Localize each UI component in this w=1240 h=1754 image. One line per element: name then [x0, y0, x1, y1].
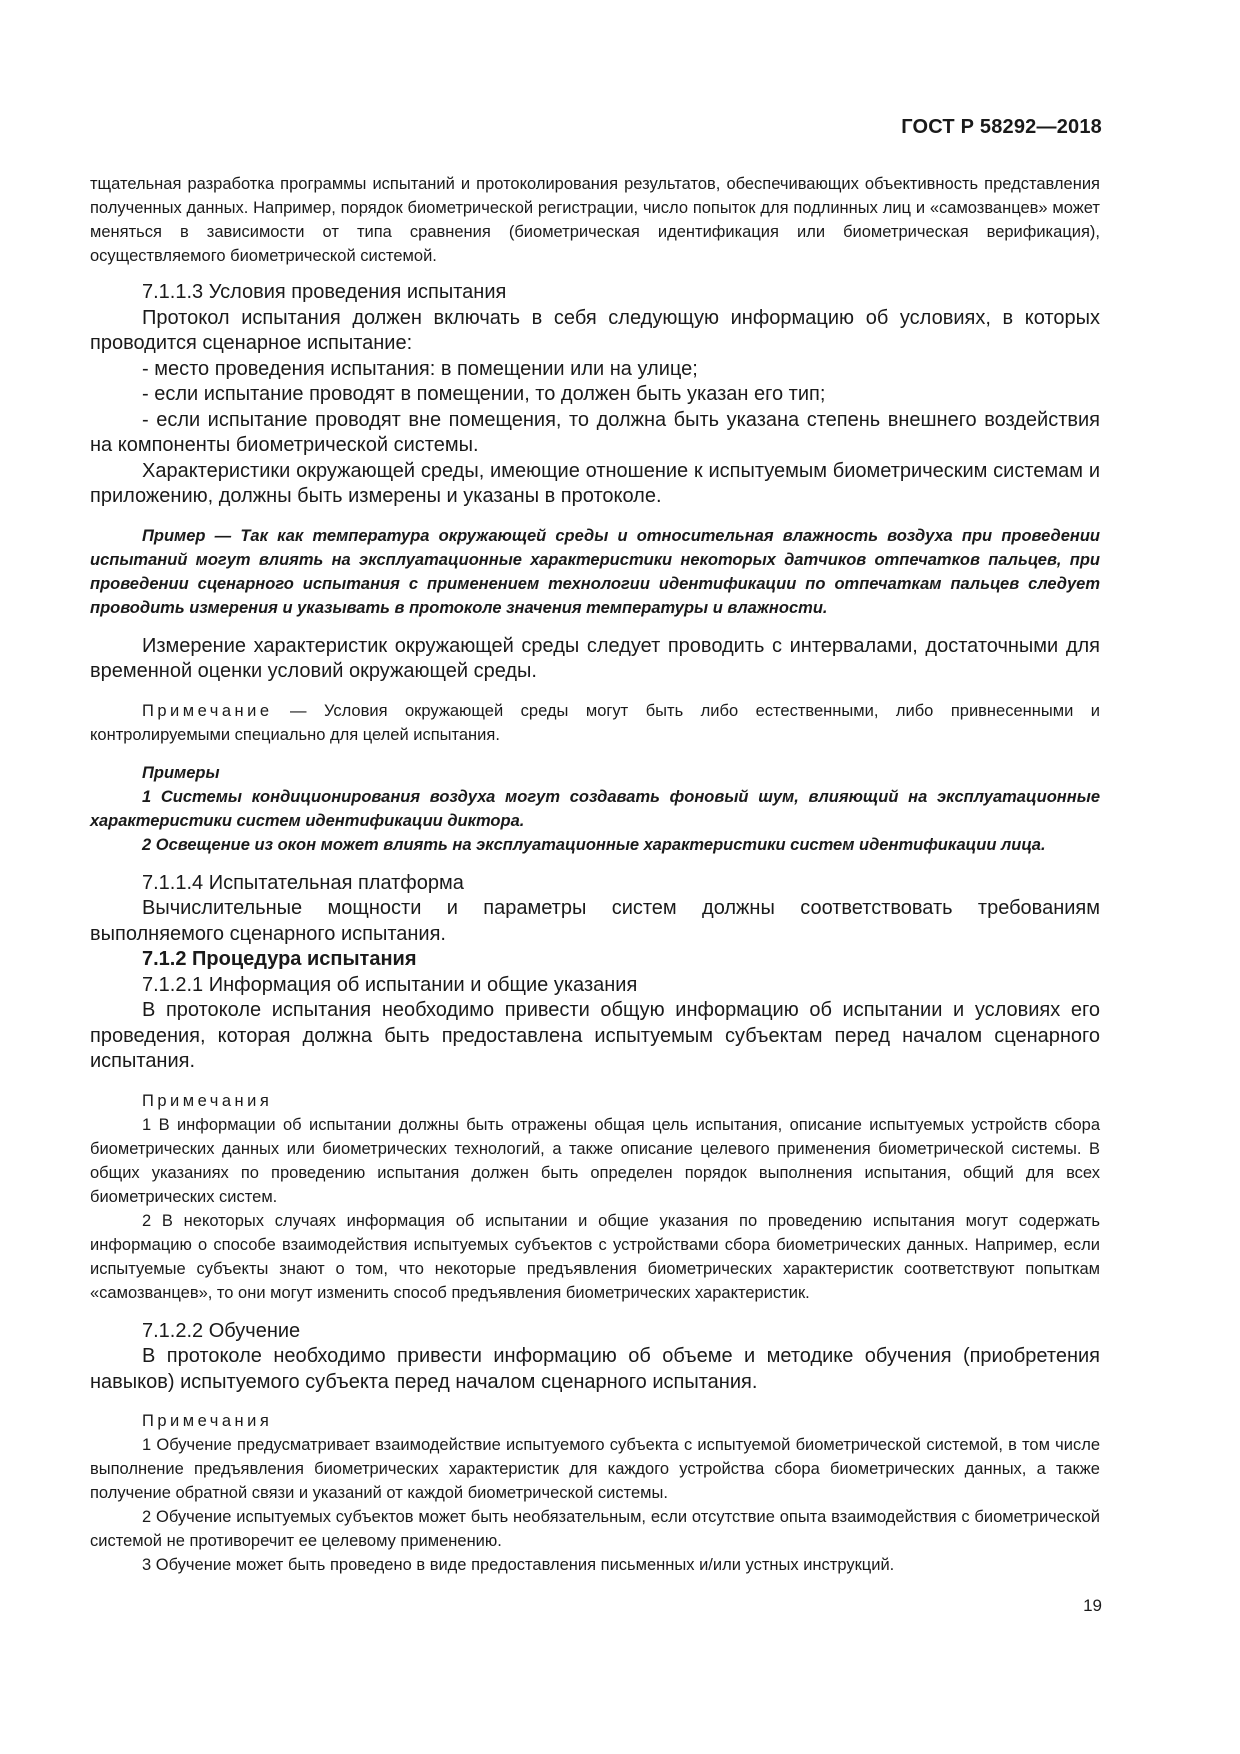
heading-7-1-1-4: 7.1.1.4 Испытательная платформа [142, 871, 464, 894]
paragraph: В протоколе испытания необходимо привести общую информацию об испытании и условиях его проведения, которая должна быть предоставлена испытуемым субъектам перед началом сценарного испытания. [90, 999, 1100, 1072]
note [90, 699, 1100, 747]
heading-7-1-2-2: 7.1.2.2 Обучение [142, 1319, 301, 1342]
heading-7-1-2: 7.1.2 Процедура испытания [142, 948, 417, 970]
heading-7-1-2-1: 7.1.2.1 Информация об испытании и общие указания [142, 973, 638, 996]
paragraph: Протокол испытания должен включать в себя следующую информацию об условиях, в которых проводится сценарное испытание: [90, 306, 1100, 354]
paragraph-continuation: тщательная разработка программы испытаний и протоколирования результатов, обеспечивающих объективность представления полученных данных. Например, порядок биометрической регистрации, число попыток для подлинных лиц и «самозванцев» может меняться в зависимости от типа сравнения (биометрическая идентификация или биометрическая верификация), осуществляемого биометрической системой. [90, 175, 1100, 265]
paragraph: Характеристики окружающей среды, имеющие отношение к испытуемым биометрическим системам и приложению, должны быть измерены и указаны в протоколе. [90, 459, 1100, 507]
list-item: - место проведения испытания: в помещении или на улице; [142, 357, 698, 380]
paragraph: Измерение характеристик окружающей среды следует проводить с интервалами, достаточными для временной оценки условий окружающей среды. [90, 634, 1100, 682]
page-body [90, 172, 1100, 1577]
notes-label: Примечания [142, 1412, 273, 1430]
note-label: Примечание [142, 701, 273, 720]
note-text: — Условия окружающей среды могут быть либо естественными, либо привнесенными и контролируемыми специально для целей испытания. [90, 701, 1100, 744]
note-item: 2 Обучение испытуемых субъектов может быть необязательным, если отсутствие опыта взаимодействия с биометрической системой не противоречит ее целевому применению. [90, 1508, 1100, 1550]
heading-7-1-1-3: 7.1.1.3 Условия проведения испытания [142, 281, 507, 303]
example-item: 1 Системы кондиционирования воздуха могут создавать фоновый шум, влияющий на эксплуатационные характеристики систем идентификации диктора. [90, 787, 1100, 830]
page-number: 19 [1083, 1596, 1102, 1615]
list-item: - если испытание проводят в помещении, то должен быть указан его тип; [142, 383, 826, 405]
note-item: 1 В информации об испытании должны быть отражены общая цель испытания, описание испытуемых устройств сбора биометрических данных или биометрических технологий, а также описание целевого применения биометрической системы. В общих указаниях по проведению испытания должен быть определен порядок выполнения испытания, общий для всех биометрических систем. [90, 1115, 1100, 1206]
paragraph: Вычислительные мощности и параметры систем должны соответствовать требованиям выполняемого сценарного испытания. [90, 897, 1100, 945]
example-item: 2 Освещение из окон может влиять на эксплуатационные характеристики систем идентификации лица. [142, 835, 1046, 854]
note-item: 2 В некоторых случаях информация об испытании и общие указания по проведению испытания могут содержать информацию о способе взаимодействия испытуемых субъектов с устройствами сбора биометрических данных. Например, если испытуемые субъекты знают о том, что некоторые предъявления биометрических характеристик соответствуют попыткам «самозванцев», то они могут изменить способ предъявления биометрических характеристик. [90, 1211, 1100, 1302]
list-item: - если испытание проводят вне помещения, то должна быть указана степень внешнего воздействия на компоненты биометрической системы. [90, 408, 1100, 456]
paragraph: В протоколе необходимо привести информацию об объеме и методике обучения (приобретения навыков) испытуемого субъекта перед началом сценарного испытания. [90, 1345, 1100, 1393]
document-code: ГОСТ Р 58292—2018 [901, 116, 1102, 138]
notes-label: Примечания [142, 1091, 273, 1110]
examples-title: Примеры [142, 763, 220, 782]
note-item: 3 Обучение может быть проведено в виде предоставления письменных и/или устных инструкций. [142, 1556, 895, 1574]
example-block: Пример — Так как температура окружающей среды и относительная влажность воздуха при проведении испытаний могут влиять на эксплуатационные характеристики некоторых датчиков отпечатков пальцев, при проведении сценарного испытания с применением технологии идентификации по отпечаткам пальцев следует проводить измерения и указывать в протоколе значения температуры и влажности. [90, 526, 1100, 617]
note-item: 1 Обучение предусматривает взаимодействие испытуемого субъекта с испытуемой биометрической системой, в том числе выполнение предъявления биометрических характеристик для каждого устройства сбора биометрических данных, а также получение обратной связи и указаний от каждой биометрической системы. [90, 1436, 1100, 1502]
